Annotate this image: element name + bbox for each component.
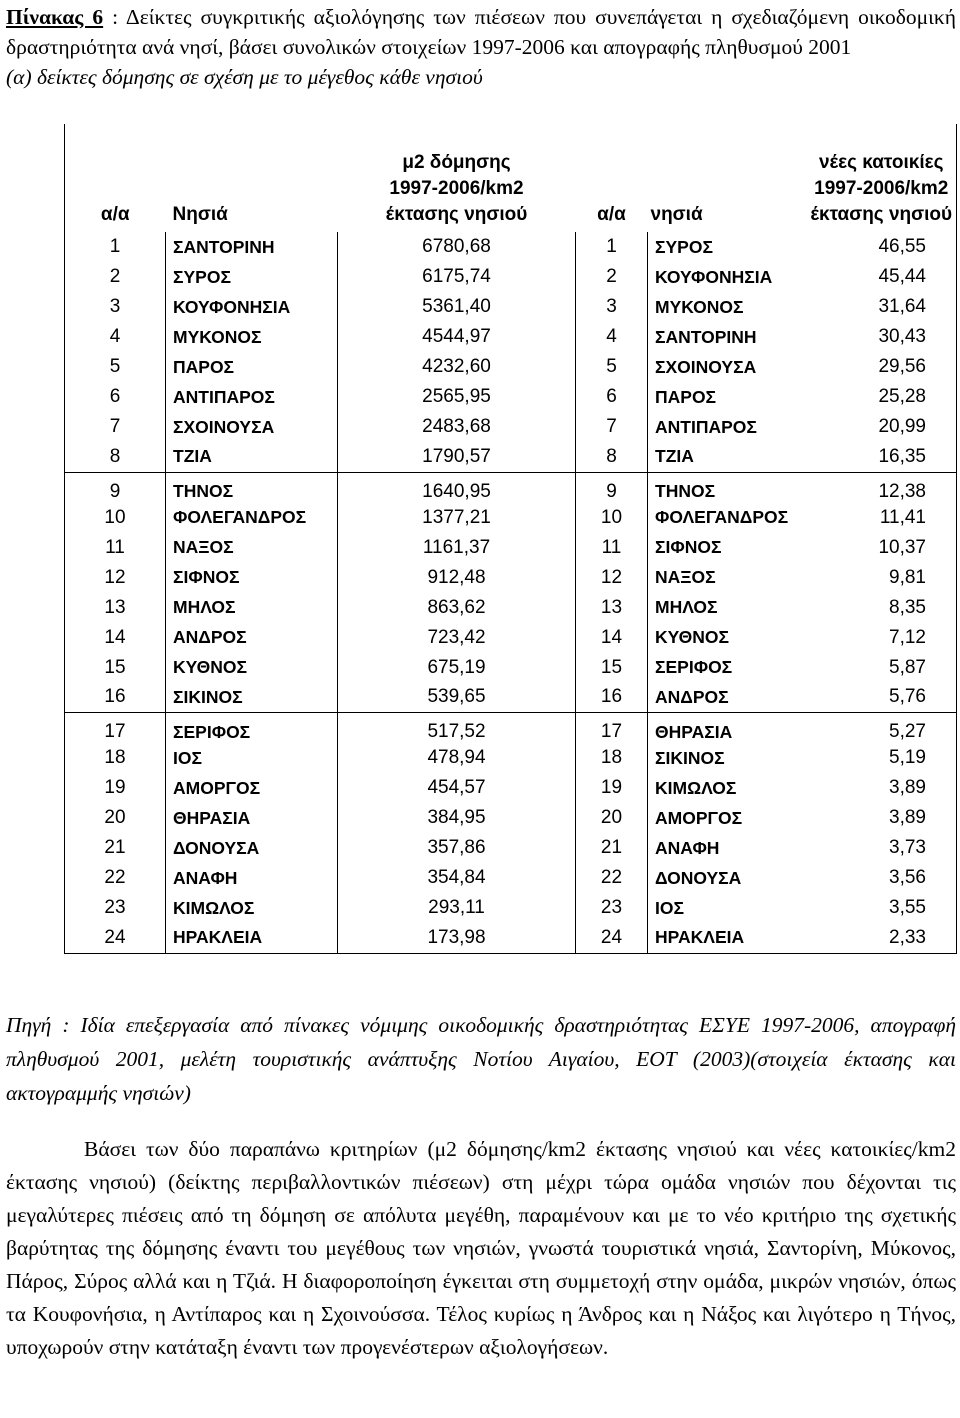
rank-1-cell: 15 <box>65 653 166 683</box>
new-homes-value: 29,56 <box>807 352 957 382</box>
caption-subtitle: (α) δείκτες δόμησης σε σχέση με το μέγεθος κάθε νησιού <box>6 65 483 89</box>
building-area-value: 723,42 <box>338 623 576 653</box>
building-area-value: 863,62 <box>338 593 576 623</box>
new-homes-value: 9,81 <box>807 563 957 593</box>
building-area-value: 478,94 <box>338 743 576 773</box>
header-metric-2-line1: νέες κατοικίες <box>818 152 944 173</box>
island-2-cell: ΣΑΝΤΟΡΙΝΗ <box>648 322 807 352</box>
new-homes-value: 8,35 <box>807 593 957 623</box>
island-1-cell: ΘΗΡΑΣΙΑ <box>166 803 338 833</box>
building-area-value: 1161,37 <box>338 533 576 563</box>
new-homes-value: 10,37 <box>807 533 957 563</box>
rank-2-cell: 17 <box>576 713 648 744</box>
rank-2-cell: 24 <box>576 923 648 953</box>
table-row <box>65 232 957 262</box>
island-1-cell: ΣΙΚΙΝΟΣ <box>166 683 338 713</box>
island-2-cell: ΣΥΡΟΣ <box>648 232 807 262</box>
new-homes-value: 3,73 <box>807 833 957 863</box>
island-2-cell: ΣΙΚΙΝΟΣ <box>648 743 807 773</box>
rank-2-cell: 23 <box>576 893 648 923</box>
island-1-cell: ΦΟΛΕΓΑΝΔΡΟΣ <box>166 503 338 533</box>
rank-2-cell: 6 <box>576 382 648 412</box>
table-row <box>65 593 957 623</box>
header-aa-2: α/α <box>597 204 626 225</box>
building-area-value: 2565,95 <box>338 382 576 412</box>
rank-1-cell: 12 <box>65 563 166 593</box>
building-area-value: 1640,95 <box>338 472 576 503</box>
rank-1-cell: 9 <box>65 472 166 503</box>
rank-2-cell: 14 <box>576 623 648 653</box>
building-area-value: 354,84 <box>338 863 576 893</box>
building-area-value: 173,98 <box>338 923 576 953</box>
table-row <box>65 563 957 593</box>
table-row <box>65 623 957 653</box>
island-1-cell: ΜΥΚΟΝΟΣ <box>166 322 338 352</box>
island-2-cell: ΔΟΝΟΥΣΑ <box>648 863 807 893</box>
island-1-cell: ΠΑΡΟΣ <box>166 352 338 382</box>
rank-2-cell: 11 <box>576 533 648 563</box>
building-area-value: 357,86 <box>338 833 576 863</box>
rank-2-cell: 18 <box>576 743 648 773</box>
island-2-cell: ΘΗΡΑΣΙΑ <box>648 713 807 744</box>
rank-2-cell: 16 <box>576 683 648 713</box>
rank-2-cell: 12 <box>576 563 648 593</box>
table-row <box>65 743 957 773</box>
rank-1-cell: 18 <box>65 743 166 773</box>
island-1-cell: ΣΧΟΙΝΟΥΣΑ <box>166 412 338 442</box>
island-1-cell: ΔΟΝΟΥΣΑ <box>166 833 338 863</box>
new-homes-value: 31,64 <box>807 292 957 322</box>
table-row <box>65 773 957 803</box>
rank-2-cell: 15 <box>576 653 648 683</box>
table-row <box>65 923 957 953</box>
island-2-cell: ΣΙΦΝΟΣ <box>648 533 807 563</box>
island-2-cell: ΦΟΛΕΓΑΝΔΡΟΣ <box>648 503 807 533</box>
body-paragraph: Βάσει των δύο παραπάνω κριτηρίων (μ2 δόμησης/km2 έκτασης νησιού και νέες κατοικίες/km2 έκτασης νησιού) (δείκτης περιβαλλοντικών πιέσεων) στη μέχρι τώρα ομάδα νησιών που δέχονται τις μεγαλύτερες πιέσεις από τη δόμηση σε απόλυτα μεγέθη, παραμένουν και με το νέο κριτήριο της σχετικής βαρύτητας της δόμησης έναντι του μεγέθους των νησιών, γνωστά τουριστικά νησιά, Σαντορίνη, Μύκονος, Πάρος, Σύρος αλλά και η Τζιά. Η διαφοροποίηση έγκειται στη συμμετοχή στην ομάδα, μικρών νησιών, όπως τα Κουφονήσια, η Αντίπαρος και η Σχοινούσσα. Τέλος κυρίως η Άνδρος και η Νάξος και λιγότερο η Τήνος, υποχωρούν στην κατάταξη έναντι των προγενέστερων αξιολογήσεων. <box>6 1137 956 1359</box>
table-row <box>65 713 957 744</box>
rank-2-cell: 13 <box>576 593 648 623</box>
table-row <box>65 683 957 713</box>
rank-1-cell: 3 <box>65 292 166 322</box>
table-row <box>65 893 957 923</box>
header-islands-2: νησιά <box>650 204 703 225</box>
island-2-cell: ΜΗΛΟΣ <box>648 593 807 623</box>
rank-2-cell: 7 <box>576 412 648 442</box>
building-area-value: 675,19 <box>338 653 576 683</box>
island-1-cell: ΣΙΦΝΟΣ <box>166 563 338 593</box>
island-1-cell: ΤΗΝΟΣ <box>166 472 338 503</box>
rank-1-cell: 6 <box>65 382 166 412</box>
rank-1-cell: 19 <box>65 773 166 803</box>
new-homes-value: 5,76 <box>807 683 957 713</box>
rank-1-cell: 21 <box>65 833 166 863</box>
rank-1-cell: 16 <box>65 683 166 713</box>
header-aa-1: α/α <box>65 124 166 232</box>
caption-label: Πίνακας 6 <box>6 5 104 29</box>
rank-2-cell: 2 <box>576 262 648 292</box>
rank-2-cell: 21 <box>576 833 648 863</box>
rank-1-cell: 2 <box>65 262 166 292</box>
rank-2-cell: 1 <box>576 232 648 262</box>
rank-2-cell: 4 <box>576 322 648 352</box>
island-2-cell: ΝΑΞΟΣ <box>648 563 807 593</box>
island-1-cell: ΜΗΛΟΣ <box>166 593 338 623</box>
building-area-value: 539,65 <box>338 683 576 713</box>
new-homes-value: 3,89 <box>807 773 957 803</box>
header-metric-2-line3: έκτασης νησιού <box>810 204 953 225</box>
header-metric-1 <box>338 124 576 232</box>
island-2-cell: ΑΝΤΙΠΑΡΟΣ <box>648 412 807 442</box>
header-metric-1-line3: έκτασης νησιού <box>385 204 528 225</box>
island-2-cell: ΚΥΘΝΟΣ <box>648 623 807 653</box>
island-2-cell: ΙΟΣ <box>648 893 807 923</box>
rank-2-cell: 5 <box>576 352 648 382</box>
building-area-value: 912,48 <box>338 563 576 593</box>
rank-1-cell: 17 <box>65 713 166 744</box>
building-area-value: 517,52 <box>338 713 576 744</box>
island-1-cell: ΗΡΑΚΛΕΙΑ <box>166 923 338 953</box>
new-homes-value: 5,27 <box>807 713 957 744</box>
island-1-cell: ΤΖΙΑ <box>166 442 338 472</box>
island-2-cell: ΣΕΡΙΦΟΣ <box>648 653 807 683</box>
island-2-cell: ΑΝΔΡΟΣ <box>648 683 807 713</box>
rank-2-cell: 19 <box>576 773 648 803</box>
building-area-value: 5361,40 <box>338 292 576 322</box>
island-1-cell: ΣΑΝΤΟΡΙΝΗ <box>166 232 338 262</box>
rank-1-cell: 13 <box>65 593 166 623</box>
indicators-table <box>64 124 957 954</box>
table-row <box>65 833 957 863</box>
new-homes-value: 12,38 <box>807 472 957 503</box>
table-row <box>65 262 957 292</box>
table-row <box>65 533 957 563</box>
island-1-cell: ΣΥΡΟΣ <box>166 262 338 292</box>
new-homes-value: 11,41 <box>807 503 957 533</box>
rank-2-cell: 20 <box>576 803 648 833</box>
building-area-value: 454,57 <box>338 773 576 803</box>
rank-1-cell: 20 <box>65 803 166 833</box>
table-caption <box>6 2 956 92</box>
rank-1-cell: 8 <box>65 442 166 472</box>
island-2-cell: ΣΧΟΙΝΟΥΣΑ <box>648 352 807 382</box>
rank-1-cell: 4 <box>65 322 166 352</box>
rank-1-cell: 24 <box>65 923 166 953</box>
rank-1-cell: 23 <box>65 893 166 923</box>
island-1-cell: ΑΝΔΡΟΣ <box>166 623 338 653</box>
table-row <box>65 653 957 683</box>
island-2-cell: ΜΥΚΟΝΟΣ <box>648 292 807 322</box>
rank-2-cell: 3 <box>576 292 648 322</box>
rank-2-cell: 10 <box>576 503 648 533</box>
island-1-cell: ΚΙΜΩΛΟΣ <box>166 893 338 923</box>
island-1-cell: ΑΝΤΙΠΑΡΟΣ <box>166 382 338 412</box>
island-2-cell: ΑΜΟΡΓΟΣ <box>648 803 807 833</box>
header-metric-1-line1: μ2 δόμησης <box>402 152 511 173</box>
island-2-cell: ΚΙΜΩΛΟΣ <box>648 773 807 803</box>
table-row <box>65 412 957 442</box>
island-2-cell: ΑΝΑΦΗ <box>648 833 807 863</box>
new-homes-value: 7,12 <box>807 623 957 653</box>
table-row <box>65 803 957 833</box>
table-header-row <box>65 124 957 232</box>
table-row <box>65 322 957 352</box>
island-1-cell: ΣΕΡΙΦΟΣ <box>166 713 338 744</box>
rank-1-cell: 5 <box>65 352 166 382</box>
new-homes-value: 3,55 <box>807 893 957 923</box>
table-row <box>65 863 957 893</box>
island-1-cell: ΑΝΑΦΗ <box>166 863 338 893</box>
rank-2-cell: 22 <box>576 863 648 893</box>
building-area-value: 384,95 <box>338 803 576 833</box>
header-metric-2-line2: 1997-2006/km2 <box>814 178 949 199</box>
rank-1-cell: 22 <box>65 863 166 893</box>
new-homes-value: 20,99 <box>807 412 957 442</box>
island-2-cell: ΤΖΙΑ <box>648 442 807 472</box>
new-homes-value: 2,33 <box>807 923 957 953</box>
rank-1-cell: 1 <box>65 232 166 262</box>
island-2-cell: ΠΑΡΟΣ <box>648 382 807 412</box>
rank-2-cell: 8 <box>576 442 648 472</box>
island-1-cell: ΚΥΘΝΟΣ <box>166 653 338 683</box>
island-2-cell: ΗΡΑΚΛΕΙΑ <box>648 923 807 953</box>
building-area-value: 6175,74 <box>338 262 576 292</box>
source-note: Πηγή : Ιδία επεξεργασία από πίνακες νόμιμης οικοδομικής δραστηριότητας ΕΣΥΕ 1997-2006, απογραφή πληθυσμού 2001, μελέτη τουριστικής ανάπτυξης Νοτίου Αιγαίου, ΕΟΤ (2003)(στοιχεία έκτασης και ακτογραμμής νησιών) <box>6 1013 956 1105</box>
rank-1-cell: 11 <box>65 533 166 563</box>
island-1-cell: ΝΑΞΟΣ <box>166 533 338 563</box>
new-homes-value: 45,44 <box>807 262 957 292</box>
building-area-value: 4232,60 <box>338 352 576 382</box>
rank-1-cell: 10 <box>65 503 166 533</box>
island-2-cell: ΚΟΥΦΟΝΗΣΙΑ <box>648 262 807 292</box>
table-row <box>65 503 957 533</box>
rank-2-cell: 9 <box>576 472 648 503</box>
new-homes-value: 16,35 <box>807 442 957 472</box>
new-homes-value: 3,56 <box>807 863 957 893</box>
header-metric-2 <box>807 124 957 232</box>
island-2-cell: ΤΗΝΟΣ <box>648 472 807 503</box>
table-row <box>65 442 957 472</box>
new-homes-value: 5,87 <box>807 653 957 683</box>
building-area-value: 2483,68 <box>338 412 576 442</box>
header-islands-1: Νησιά <box>172 204 228 225</box>
building-area-value: 1377,21 <box>338 503 576 533</box>
table-row <box>65 352 957 382</box>
new-homes-value: 30,43 <box>807 322 957 352</box>
building-area-value: 1790,57 <box>338 442 576 472</box>
new-homes-value: 46,55 <box>807 232 957 262</box>
caption-text: : Δείκτες συγκριτικής αξιολόγησης των πιέσεων που συνεπάγεται η σχεδιαζόμενη οικοδομική δραστηριότητα ανά νησί, βάσει συνολικών στοιχείων 1997-2006 και απογραφής πληθυσμού 2001 <box>6 5 956 59</box>
table-row <box>65 472 957 503</box>
building-area-value: 6780,68 <box>338 232 576 262</box>
new-homes-value: 5,19 <box>807 743 957 773</box>
rank-1-cell: 14 <box>65 623 166 653</box>
table-row <box>65 382 957 412</box>
new-homes-value: 3,89 <box>807 803 957 833</box>
table-row <box>65 292 957 322</box>
new-homes-value: 25,28 <box>807 382 957 412</box>
building-area-value: 293,11 <box>338 893 576 923</box>
building-area-value: 4544,97 <box>338 322 576 352</box>
header-metric-1-line2: 1997-2006/km2 <box>389 178 524 199</box>
rank-1-cell: 7 <box>65 412 166 442</box>
island-1-cell: ΙΟΣ <box>166 743 338 773</box>
island-1-cell: ΚΟΥΦΟΝΗΣΙΑ <box>166 292 338 322</box>
island-1-cell: ΑΜΟΡΓΟΣ <box>166 773 338 803</box>
